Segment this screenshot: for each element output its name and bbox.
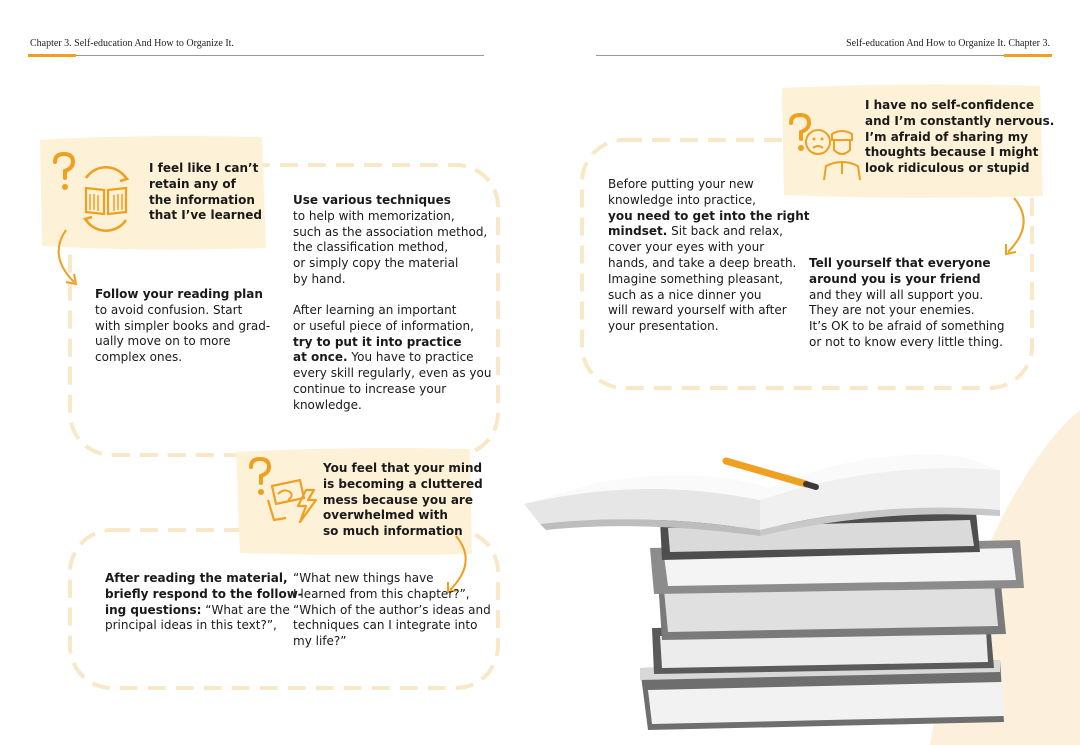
- tip1-practice: After learning an important or useful piece of information, try to put it into practice at once. You have to practice every skill regularly, even as you continue to increase your knowledge.: [293, 303, 492, 412]
- tip2-questions-intro: After reading the material, briefly respond to the follow- ing questions: “What are the principal ideas in this text?”,: [105, 571, 303, 633]
- tip3-mindset: Before putting your new knowledge into practice, you need to get into the right mindset. Sit back and relax, cover your eyes with your hands, and take a deep breath. Imagine something pleasant, such as a nice dinner you will reward yourself with after your presentation.: [608, 177, 810, 334]
- header-left: Chapter 3. Self-education And How to Organize It.: [30, 38, 234, 49]
- tip2-questions: “What new things have I learned from this chapter?”, “Which of the author’s ideas and techniques can I integrate into my life?”: [293, 571, 491, 649]
- tip3-title: I have no self-confidence and I’m constantly nervous. I’m afraid of sharing my thoughts because I might look ridiculous or stupid: [865, 98, 1055, 176]
- header-right: Self-education And How to Organize It. Chapter 3.: [846, 38, 1050, 49]
- tip1-techniques: Use various techniques to help with memorization, such as the association method, the classification method, or simply copy the material by hand.: [293, 193, 488, 286]
- tip1-advice: Follow your reading plan to avoid confusion. Start with simpler books and grad- ually move on to more complex ones.: [95, 287, 271, 365]
- tip2-title: You feel that your mind is becoming a cluttered mess because you are overwhelmed with so much information: [323, 461, 483, 539]
- tip1-title: I feel like I can’t retain any of the information that I’ve learned: [149, 161, 262, 223]
- tip3-friends: Tell yourself that everyone around you is your friend and they will all support you. They are not your enemies. It’s OK to be afraid of something or not to know every little thing.: [809, 256, 1005, 349]
